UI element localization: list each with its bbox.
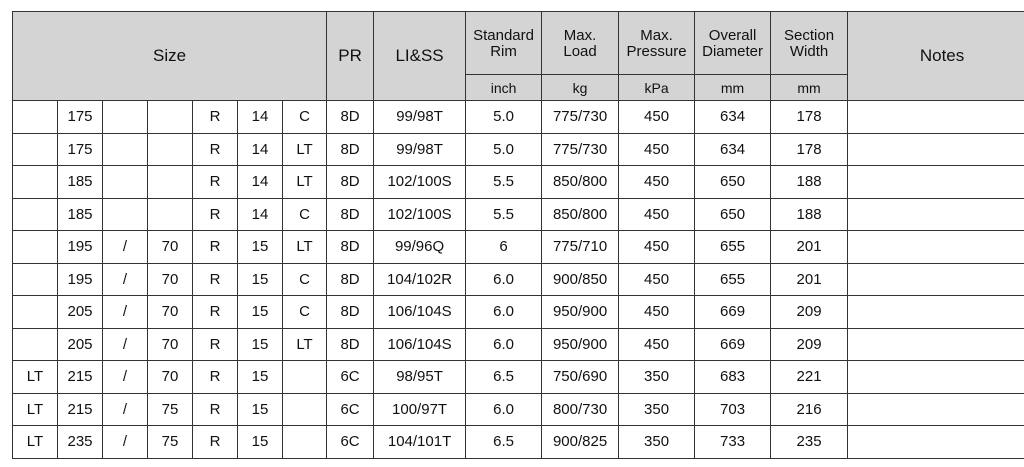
- slash-cell: /: [103, 231, 148, 264]
- overall-diameter-cell: 703: [695, 393, 771, 426]
- overall-diameter-cell: 634: [695, 133, 771, 166]
- type-cell: [283, 426, 327, 459]
- section-width-mm-cell: 185: [58, 198, 103, 231]
- max-load-cell: 800/730: [542, 393, 619, 426]
- section-width-cell: 209: [771, 328, 848, 361]
- max-load-unit: kg: [542, 75, 619, 101]
- load-speed-index-cell: 104/101T: [374, 426, 466, 459]
- construction-cell: R: [193, 426, 238, 459]
- load-speed-index-cell: 102/100S: [374, 166, 466, 199]
- section-width-mm-cell: 195: [58, 263, 103, 296]
- max-pressure-cell: 350: [619, 393, 695, 426]
- table-row: [13, 393, 1024, 426]
- standard-rim-unit: inch: [466, 75, 542, 101]
- overall-diameter-cell: 650: [695, 198, 771, 231]
- overall-diameter-cell: 669: [695, 328, 771, 361]
- construction-cell: R: [193, 393, 238, 426]
- rim-diameter-cell: 14: [238, 101, 283, 134]
- size-prefix-cell: LT: [13, 426, 58, 459]
- notes-cell: [848, 101, 1024, 134]
- max-load-header: [542, 12, 619, 75]
- slash-cell: /: [103, 426, 148, 459]
- section-width-cell: 201: [771, 263, 848, 296]
- max-pressure-header-line2: Pressure: [626, 43, 687, 60]
- ply-rating-cell: 8D: [327, 328, 374, 361]
- size-prefix-cell: [13, 133, 58, 166]
- type-cell: LT: [283, 231, 327, 264]
- section-width-mm-cell: 205: [58, 328, 103, 361]
- max-pressure-cell: 450: [619, 231, 695, 264]
- max-pressure-cell: 350: [619, 426, 695, 459]
- section-width-cell: 178: [771, 101, 848, 134]
- slash-cell: /: [103, 328, 148, 361]
- rim-diameter-cell: 15: [238, 426, 283, 459]
- standard-rim-cell: 5.5: [466, 166, 542, 199]
- load-speed-index-cell: 98/95T: [374, 361, 466, 394]
- rim-diameter-cell: 14: [238, 133, 283, 166]
- section-width-header-line1: Section: [784, 27, 835, 44]
- section-width-mm-cell: 215: [58, 393, 103, 426]
- max-pressure-cell: 450: [619, 263, 695, 296]
- slash-cell: [103, 101, 148, 134]
- slash-cell: [103, 198, 148, 231]
- rim-diameter-cell: 15: [238, 328, 283, 361]
- construction-cell: R: [193, 231, 238, 264]
- section-width-cell: 201: [771, 231, 848, 264]
- standard-rim-header: [466, 12, 542, 75]
- pr-header: PR: [327, 12, 374, 101]
- size-prefix-cell: [13, 166, 58, 199]
- max-pressure-cell: 450: [619, 101, 695, 134]
- notes-cell: [848, 263, 1024, 296]
- standard-rim-cell: 6.0: [466, 328, 542, 361]
- standard-rim-cell: 5.0: [466, 101, 542, 134]
- slash-cell: /: [103, 361, 148, 394]
- overall-diameter-cell: 655: [695, 231, 771, 264]
- standard-rim-header-line2: Rim: [490, 43, 517, 60]
- aspect-ratio-cell: 75: [148, 393, 193, 426]
- table-header: [13, 12, 1024, 101]
- aspect-ratio-cell: 70: [148, 328, 193, 361]
- construction-cell: R: [193, 328, 238, 361]
- tire-spec-table: [12, 11, 1024, 459]
- construction-cell: R: [193, 198, 238, 231]
- load-speed-index-cell: 99/98T: [374, 133, 466, 166]
- type-cell: LT: [283, 133, 327, 166]
- section-width-mm-cell: 235: [58, 426, 103, 459]
- section-width-mm-cell: 195: [58, 231, 103, 264]
- max-load-header-line2: Load: [563, 43, 597, 60]
- max-pressure-cell: 450: [619, 296, 695, 329]
- overall-diameter-unit: mm: [695, 75, 771, 101]
- type-cell: C: [283, 296, 327, 329]
- ply-rating-cell: 6C: [327, 393, 374, 426]
- max-load-cell: 775/730: [542, 133, 619, 166]
- aspect-ratio-cell: [148, 133, 193, 166]
- overall-diameter-cell: 634: [695, 101, 771, 134]
- construction-cell: R: [193, 166, 238, 199]
- size-prefix-cell: [13, 198, 58, 231]
- rim-diameter-cell: 15: [238, 361, 283, 394]
- aspect-ratio-cell: [148, 101, 193, 134]
- section-width-header: [771, 12, 848, 75]
- overall-diameter-header-line2: Diameter: [702, 43, 763, 60]
- type-cell: [283, 361, 327, 394]
- notes-cell: [848, 361, 1024, 394]
- li-ss-header: LI&SS: [374, 12, 466, 101]
- table-row: [13, 361, 1024, 394]
- load-speed-index-cell: 100/97T: [374, 393, 466, 426]
- section-width-cell: 235: [771, 426, 848, 459]
- ply-rating-cell: 8D: [327, 263, 374, 296]
- aspect-ratio-cell: 70: [148, 296, 193, 329]
- ply-rating-cell: 6C: [327, 426, 374, 459]
- max-pressure-cell: 450: [619, 328, 695, 361]
- overall-diameter-cell: 650: [695, 166, 771, 199]
- notes-cell: [848, 198, 1024, 231]
- notes-cell: [848, 166, 1024, 199]
- construction-cell: R: [193, 133, 238, 166]
- max-pressure-cell: 350: [619, 361, 695, 394]
- section-width-header-line2: Width: [789, 43, 829, 60]
- notes-cell: [848, 426, 1024, 459]
- standard-rim-cell: 6.0: [466, 263, 542, 296]
- ply-rating-cell: 8D: [327, 101, 374, 134]
- section-width-mm-cell: 205: [58, 296, 103, 329]
- standard-rim-cell: 6.5: [466, 426, 542, 459]
- notes-cell: [848, 328, 1024, 361]
- table-row: [13, 101, 1024, 134]
- slash-cell: /: [103, 296, 148, 329]
- max-pressure-cell: 450: [619, 166, 695, 199]
- ply-rating-cell: 6C: [327, 361, 374, 394]
- max-load-cell: 850/800: [542, 198, 619, 231]
- ply-rating-cell: 8D: [327, 198, 374, 231]
- notes-cell: [848, 133, 1024, 166]
- type-cell: C: [283, 101, 327, 134]
- size-prefix-cell: LT: [13, 361, 58, 394]
- construction-cell: R: [193, 263, 238, 296]
- slash-cell: [103, 133, 148, 166]
- aspect-ratio-cell: [148, 166, 193, 199]
- max-load-cell: 775/710: [542, 231, 619, 264]
- standard-rim-cell: 6.0: [466, 296, 542, 329]
- max-pressure-cell: 450: [619, 133, 695, 166]
- section-width-cell: 216: [771, 393, 848, 426]
- load-speed-index-cell: 104/102R: [374, 263, 466, 296]
- table-row: [13, 133, 1024, 166]
- table-row: [13, 426, 1024, 459]
- section-width-mm-cell: 175: [58, 133, 103, 166]
- section-width-cell: 209: [771, 296, 848, 329]
- load-speed-index-cell: 99/96Q: [374, 231, 466, 264]
- max-pressure-cell: 450: [619, 198, 695, 231]
- aspect-ratio-cell: [148, 198, 193, 231]
- construction-cell: R: [193, 101, 238, 134]
- standard-rim-cell: 5.0: [466, 133, 542, 166]
- type-cell: C: [283, 263, 327, 296]
- section-width-mm-cell: 185: [58, 166, 103, 199]
- rim-diameter-cell: 14: [238, 166, 283, 199]
- max-load-cell: 750/690: [542, 361, 619, 394]
- section-width-cell: 178: [771, 133, 848, 166]
- standard-rim-cell: 6.0: [466, 393, 542, 426]
- size-prefix-cell: [13, 328, 58, 361]
- table-row: [13, 166, 1024, 199]
- max-load-cell: 950/900: [542, 296, 619, 329]
- ply-rating-cell: 8D: [327, 231, 374, 264]
- standard-rim-cell: 6.5: [466, 361, 542, 394]
- table-body: [13, 101, 1024, 459]
- section-width-cell: 188: [771, 198, 848, 231]
- max-load-header-line1: Max.: [563, 27, 597, 44]
- size-header: Size: [13, 12, 327, 101]
- section-width-mm-cell: 215: [58, 361, 103, 394]
- overall-diameter-cell: 683: [695, 361, 771, 394]
- max-load-cell: 850/800: [542, 166, 619, 199]
- aspect-ratio-cell: 70: [148, 231, 193, 264]
- type-cell: LT: [283, 328, 327, 361]
- max-pressure-unit: kPa: [619, 75, 695, 101]
- section-width-unit: mm: [771, 75, 848, 101]
- rim-diameter-cell: 15: [238, 393, 283, 426]
- table-row: [13, 296, 1024, 329]
- max-load-cell: 950/900: [542, 328, 619, 361]
- overall-diameter-header: [695, 12, 771, 75]
- section-width-cell: 188: [771, 166, 848, 199]
- max-load-cell: 900/825: [542, 426, 619, 459]
- max-load-cell: 900/850: [542, 263, 619, 296]
- table-row: [13, 263, 1024, 296]
- size-prefix-cell: [13, 101, 58, 134]
- notes-cell: [848, 393, 1024, 426]
- max-pressure-header: [619, 12, 695, 75]
- ply-rating-cell: 8D: [327, 133, 374, 166]
- overall-diameter-cell: 669: [695, 296, 771, 329]
- table-row: [13, 198, 1024, 231]
- overall-diameter-cell: 655: [695, 263, 771, 296]
- section-width-mm-cell: 175: [58, 101, 103, 134]
- overall-diameter-cell: 733: [695, 426, 771, 459]
- load-speed-index-cell: 106/104S: [374, 328, 466, 361]
- type-cell: C: [283, 198, 327, 231]
- slash-cell: /: [103, 263, 148, 296]
- standard-rim-header-line1: Standard: [473, 27, 534, 44]
- construction-cell: R: [193, 296, 238, 329]
- standard-rim-cell: 5.5: [466, 198, 542, 231]
- aspect-ratio-cell: 75: [148, 426, 193, 459]
- overall-diameter-header-line1: Overall: [708, 27, 757, 44]
- table-row: [13, 231, 1024, 264]
- rim-diameter-cell: 15: [238, 296, 283, 329]
- max-pressure-header-line1: Max.: [640, 27, 673, 44]
- ply-rating-cell: 8D: [327, 166, 374, 199]
- load-speed-index-cell: 102/100S: [374, 198, 466, 231]
- type-cell: LT: [283, 166, 327, 199]
- notes-cell: [848, 231, 1024, 264]
- notes-header: Notes: [848, 12, 1024, 101]
- size-prefix-cell: [13, 231, 58, 264]
- section-width-cell: 221: [771, 361, 848, 394]
- rim-diameter-cell: 15: [238, 263, 283, 296]
- load-speed-index-cell: 106/104S: [374, 296, 466, 329]
- standard-rim-cell: 6: [466, 231, 542, 264]
- table-row: [13, 328, 1024, 361]
- size-prefix-cell: [13, 296, 58, 329]
- load-speed-index-cell: 99/98T: [374, 101, 466, 134]
- aspect-ratio-cell: 70: [148, 263, 193, 296]
- construction-cell: R: [193, 361, 238, 394]
- ply-rating-cell: 8D: [327, 296, 374, 329]
- max-load-cell: 775/730: [542, 101, 619, 134]
- size-prefix-cell: LT: [13, 393, 58, 426]
- type-cell: [283, 393, 327, 426]
- slash-cell: [103, 166, 148, 199]
- size-prefix-cell: [13, 263, 58, 296]
- notes-cell: [848, 296, 1024, 329]
- rim-diameter-cell: 14: [238, 198, 283, 231]
- aspect-ratio-cell: 70: [148, 361, 193, 394]
- slash-cell: /: [103, 393, 148, 426]
- rim-diameter-cell: 15: [238, 231, 283, 264]
